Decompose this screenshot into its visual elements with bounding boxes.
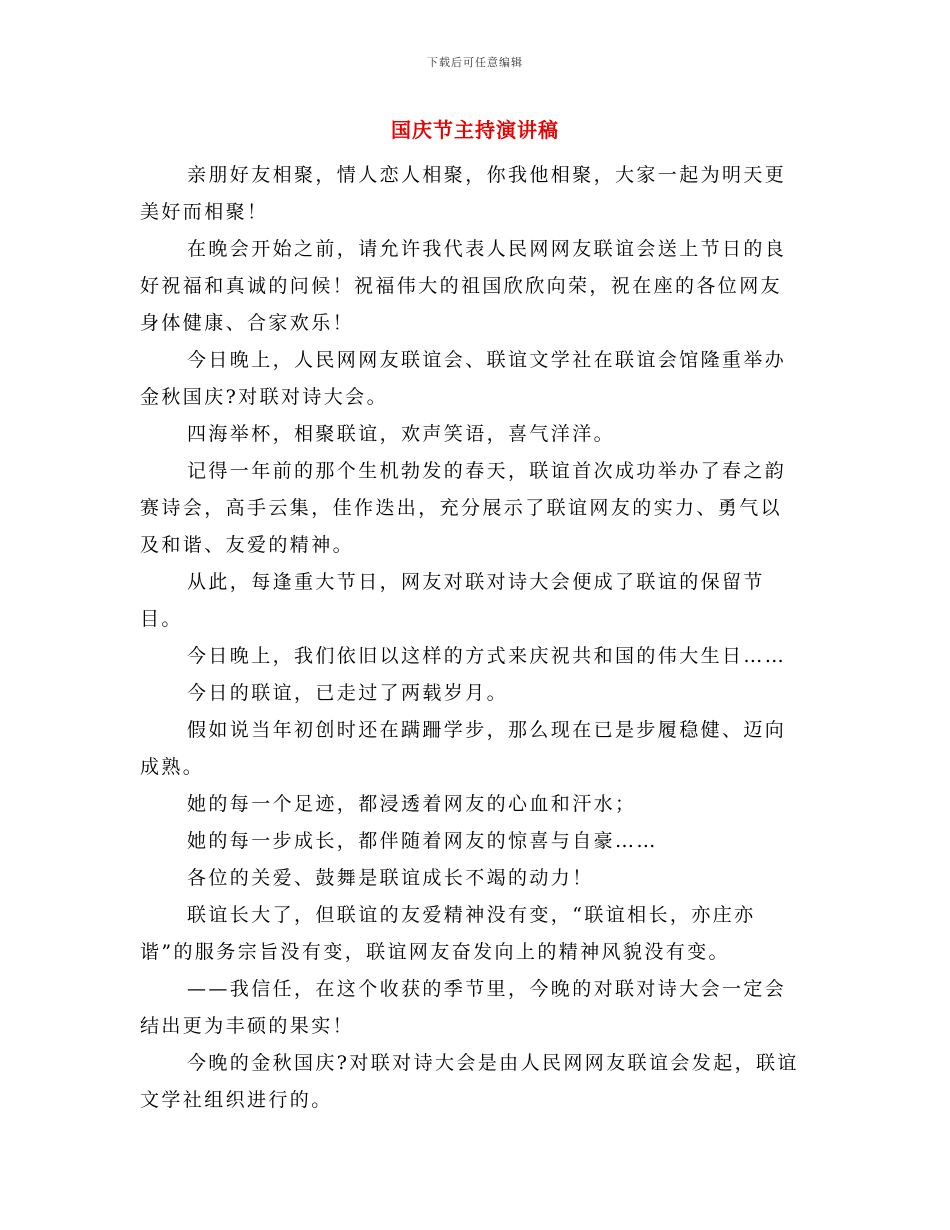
paragraph: 她的每一步成长，都伴随着网友的惊喜与自豪……: [187, 830, 658, 852]
paragraph: 在晚会开始之前，请允许我代表人民网网友联谊会送上节日的良好祝福和真诚的问候！祝福伟大的祖国欣欣向荣，祝在座的各位网友身体健康、合家欢乐！: [140, 238, 787, 334]
paragraph: 今晚的金秋国庆?对联对诗大会是由人民网网友联谊会发起，联谊文学社组织进行的。: [140, 1052, 799, 1111]
paragraph: 她的每一个足迹，都浸透着网友的心血和汗水；: [187, 793, 637, 815]
paragraph: 今日晚上，我们依旧以这样的方式来庆祝共和国的伟大生日……: [187, 645, 787, 667]
paragraph: 各位的关爱、鼓舞是联谊成长不竭的动力！: [187, 867, 594, 889]
paragraph: 今日的联谊，已走过了两载岁月。: [187, 682, 509, 704]
paragraph: ——我信任，在这个收获的季节里，今晚的对联对诗大会一定会结出更为丰硕的果实！: [140, 978, 787, 1037]
paragraph: 今日晚上，人民网网友联谊会、联谊文学社在联谊会馆隆重举办金秋国庆?对联对诗大会。: [140, 349, 787, 408]
paragraph: 记得一年前的那个生机勃发的春天，联谊首次成功举办了春之韵赛诗会，高手云集，佳作迭出，充分展示了联谊网友的实力、勇气以及和谐、友爱的精神。: [140, 460, 787, 556]
document-title: 国庆节主持演讲稿: [391, 118, 559, 142]
document-body: [140, 157, 800, 1119]
paragraph: 联谊长大了，但联谊的友爱精神没有变，“联谊相长，亦庄亦谐”的服务宗旨没有变，联谊网友奋发向上的精神风貌没有变。: [140, 904, 756, 963]
paragraph: 假如说当年初创时还在蹒跚学步，那么现在已是步履稳健、迈向成熟。: [140, 719, 787, 778]
paragraph: 从此，每逢重大节日，网友对联对诗大会便成了联谊的保留节目。: [140, 571, 765, 630]
header-note: 下载后可任意编辑: [427, 56, 523, 69]
paragraph: 四海举杯，相聚联谊，欢声笑语，喜气洋洋。: [187, 423, 616, 445]
paragraph: 亲朋好友相聚，情人恋人相聚，你我他相聚，大家一起为明天更美好而相聚！: [140, 164, 787, 223]
